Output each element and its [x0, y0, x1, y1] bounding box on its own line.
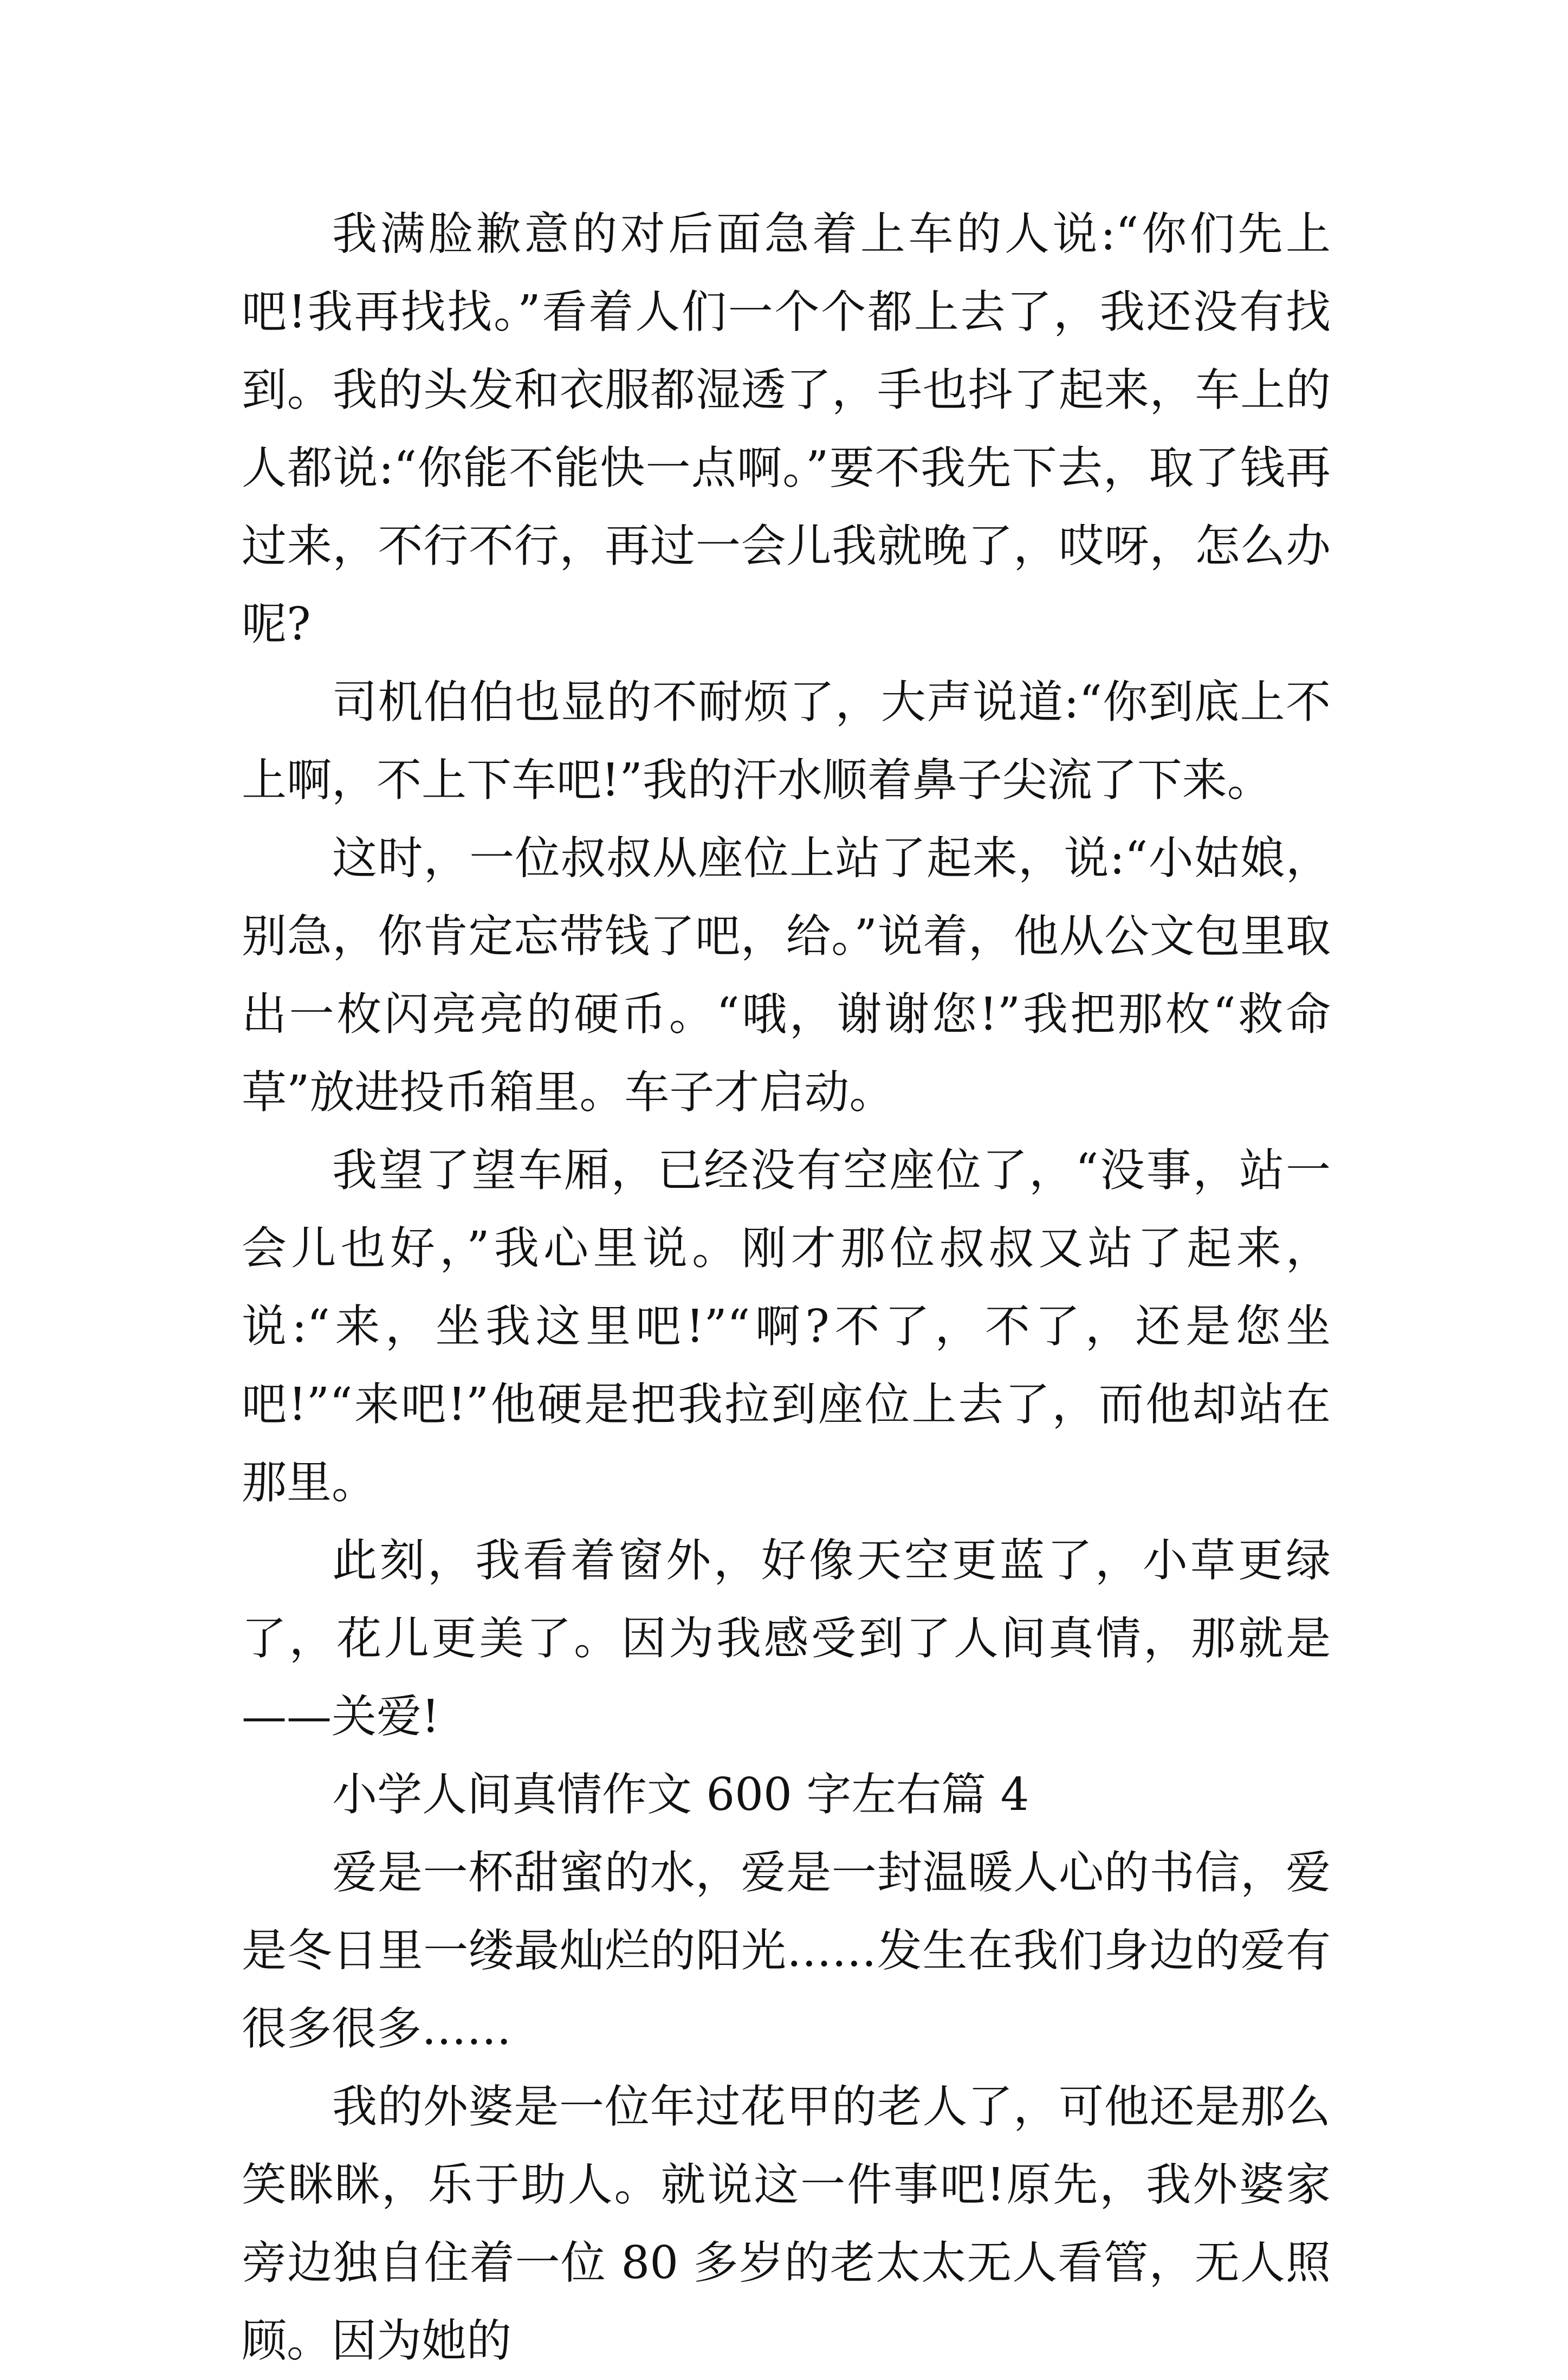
paragraph-7: 我的外婆是一位年过花甲的老人了，可他还是那么笑眯眯，乐于助人。就说这一件事吧!原先，我外婆家旁边独自住着一位 80 多岁的老太太无人看管，无人照顾。因为她的 [242, 2080, 1331, 2367]
section-heading: 小学人间真情作文 600 字左右篇 4 [332, 1768, 1029, 1821]
paragraph-5: 此刻，我看着窗外，好像天空更蓝了，小草更绿了，花儿更美了。因为我感受到了人间真情，那就是——关爱! [242, 1534, 1331, 1743]
paragraph-4: 我望了望车厢，已经没有空座位了，“没事，站一会儿也好，”我心里说。刚才那位叔叔又站了起来，说:“来，坐我这里吧!”“啊?不了，不了，还是您坐吧!”“来吧!”他硬是把我拉到座位上去了，而他却站在那里。 [242, 1144, 1331, 1509]
document-body [242, 195, 1331, 2380]
paragraph-2: 司机伯伯也显的不耐烦了，大声说道:“你到底上不上啊，不上下车吧!”我的汗水顺着鼻子尖流了下来。 [242, 676, 1331, 806]
paragraph-1: 我满脸歉意的对后面急着上车的人说:“你们先上吧!我再找找。”看着人们一个个都上去了，我还没有找到。我的头发和衣服都湿透了，手也抖了起来，车上的人都说:“你能不能快一点啊。”要不我先下去，取了钱再过来，不行不行，再过一会儿我就晚了，哎呀，怎么办呢? [242, 208, 1331, 650]
paragraph-3: 这时，一位叔叔从座位上站了起来，说:“小姑娘，别急，你肯定忘带钱了吧，给。”说着，他从公文包里取出一枚闪亮亮的硬币。“哦，谢谢您!”我把那枚“救命草”放进投币箱里。车子才启动。 [242, 832, 1331, 1118]
paragraph-6: 爱是一杯甜蜜的水，爱是一封温暖人心的书信，爱是冬日里一缕最灿烂的阳光……发生在我们身边的爱有很多很多…… [242, 1846, 1331, 2055]
